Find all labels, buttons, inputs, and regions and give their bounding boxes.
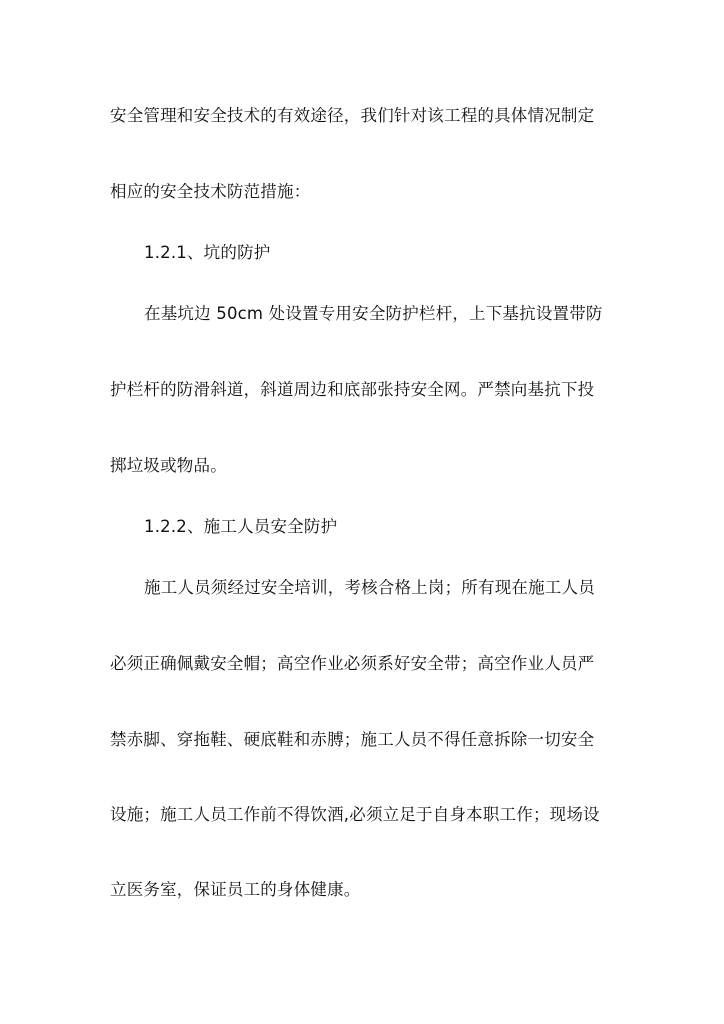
section-heading: 1.2.1、坑的防护 <box>144 243 271 262</box>
paragraph-line: 相应的安全技术防范措施： <box>110 182 311 201</box>
paragraph-line: 在基坑边 50cm 处设置专用安全防护栏杆，上下基抗设置带防 <box>144 304 603 323</box>
paragraph-line: 安全管理和安全技术的有效途径，我们针对该工程的具体情况制定 <box>110 106 595 125</box>
paragraph-line: 掷垃圾或物品。 <box>110 456 227 475</box>
paragraph-line: 必须正确佩戴安全帽；高空作业必须系好安全带；高空作业人员严 <box>110 654 595 673</box>
section-heading: 1.2.2、施工人员安全防护 <box>144 517 338 536</box>
paragraph-line: 禁赤脚、穿拖鞋、硬底鞋和赤膊；施工人员不得任意拆除一切安全 <box>110 730 595 749</box>
paragraph-line: 立医务室，保证员工的身体健康。 <box>110 880 361 899</box>
paragraph-line: 施工人员须经过安全培训，考核合格上岗；所有现在施工人员 <box>144 578 595 597</box>
paragraph-line: 设施；施工人员工作前不得饮酒,必须立足于自身本职工作；现场设 <box>110 805 600 824</box>
paragraph-line: 护栏杆的防滑斜道，斜道周边和底部张持安全网。严禁向基抗下投 <box>110 380 595 399</box>
